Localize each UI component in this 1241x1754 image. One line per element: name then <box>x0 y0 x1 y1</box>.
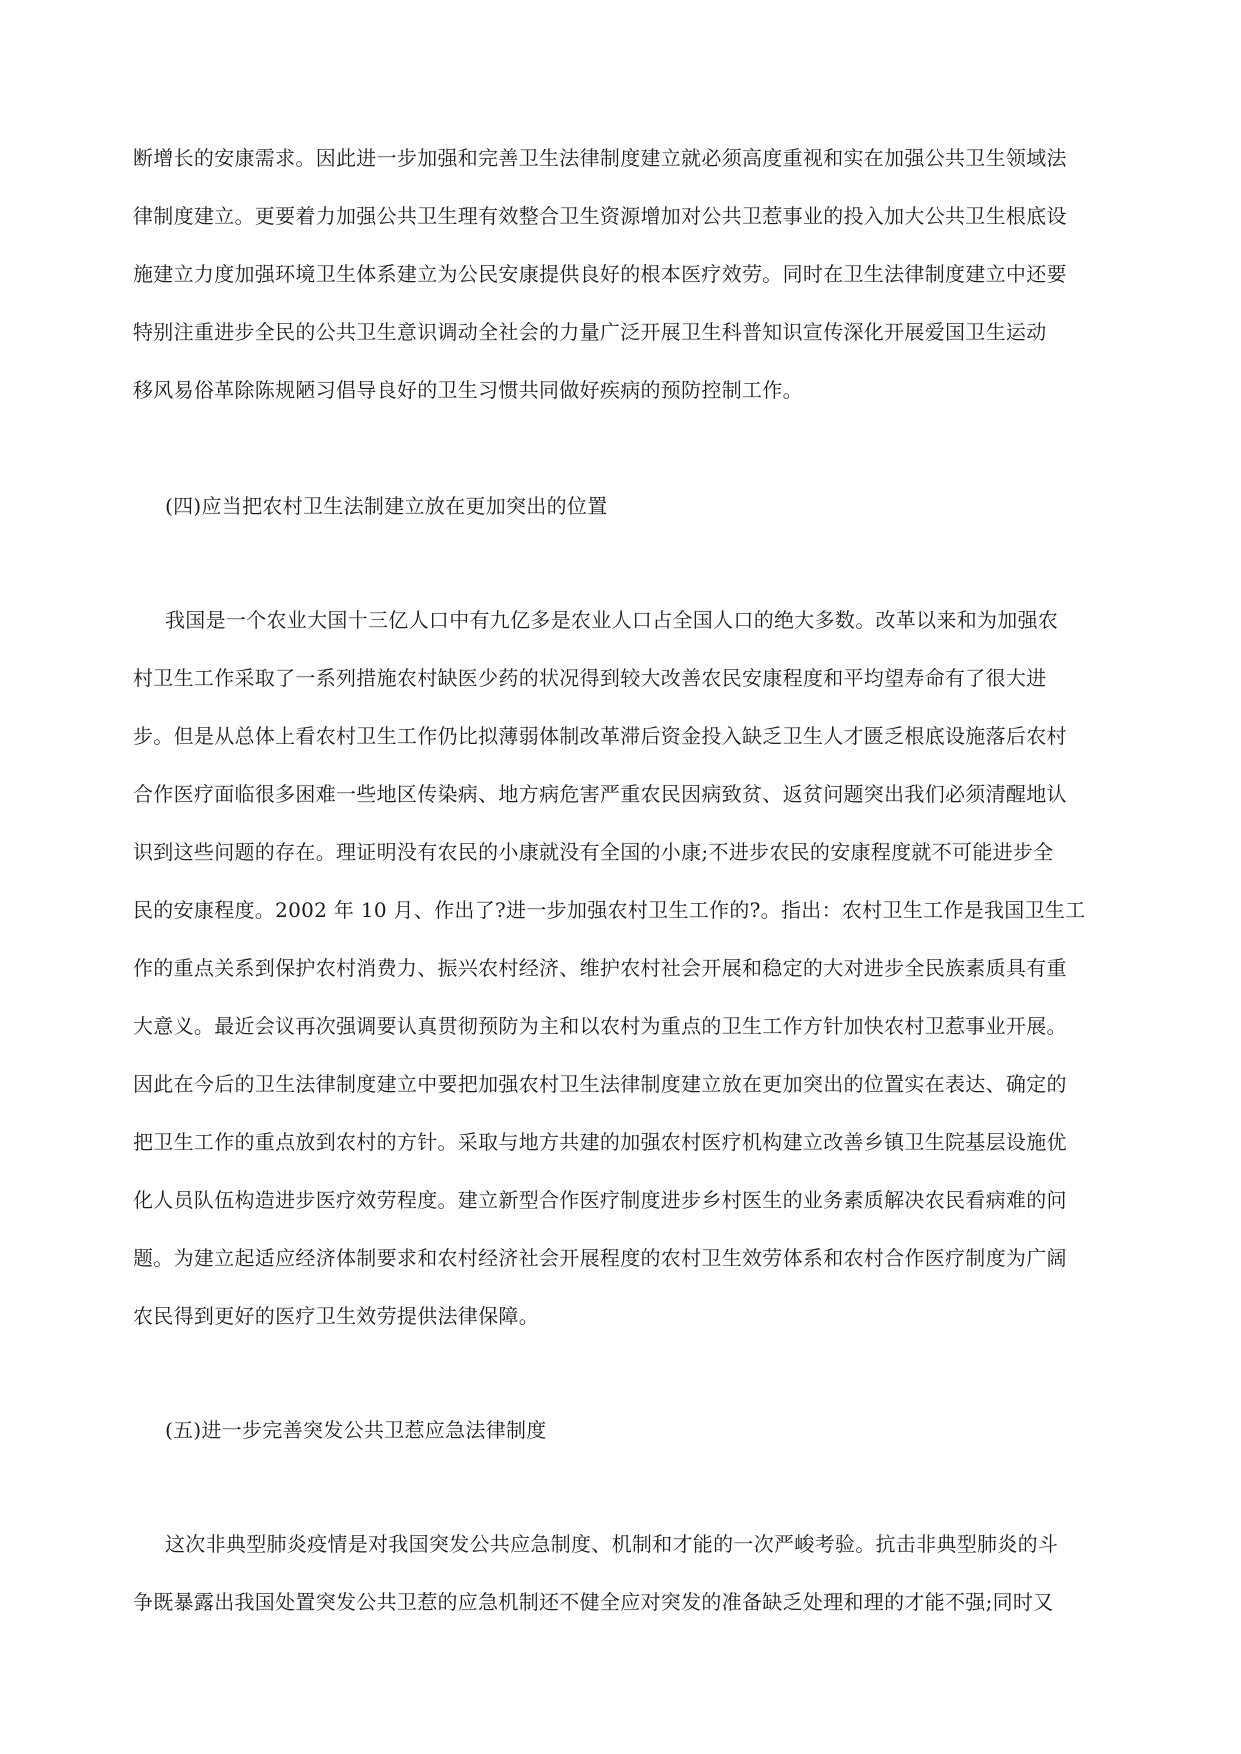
paragraph-2-line: 把卫生工作的重点放到农村的方针。采取与地方共建的加强农村医疗机构建立改善乡镇卫生院基层设施优 <box>133 1130 1067 1154</box>
paragraph-2-line: 作的重点关系到保护农村消费力、振兴农村经济、维护农村社会开展和稳定的大对进步全民族素质具有重 <box>133 956 1067 980</box>
section-heading-5: (五)进一步完善突发公共卫惹应急法律制度 <box>165 1418 547 1442</box>
paragraph-2-line: 合作医疗面临很多困难一些地区传染病、地方病危害严重农民因病致贫、返贫问题突出我们必须清醒地认 <box>133 782 1067 806</box>
paragraph-1-line: 断增长的安康需求。因此进一步加强和完善卫生法律制度建立就必须高度重视和实在加强公共卫生领域法 <box>133 146 1067 170</box>
paragraph-2-line: 化人员队伍构造进步医疗效劳程度。建立新型合作医疗制度进步乡村医生的业务素质解决农民看病难的问 <box>133 1188 1067 1212</box>
paragraph-1-line: 移风易俗革除陈规陋习倡导良好的卫生习惯共同做好疾病的预防控制工作。 <box>133 378 803 402</box>
paragraph-2-line: 农民得到更好的医疗卫生效劳提供法律保障。 <box>133 1304 539 1328</box>
paragraph-3-line: 这次非典型肺炎疫情是对我国突发公共应急制度、机制和才能的一次严峻考验。抗击非典型肺炎的斗 <box>165 1532 1059 1556</box>
paragraph-2-line: 民的安康程度。2002 年 10 月、作出了?进一步加强农村卫生工作的?。指出：农村卫生工作是我国卫生工 <box>133 898 1086 922</box>
paragraph-2-line: 我国是一个农业大国十三亿人口中有九亿多是农业人口占全国人口的绝大多数。改革以来和为加强农 <box>165 608 1059 632</box>
paragraph-1-line: 律制度建立。更要着力加强公共卫生理有效整合卫生资源增加对公共卫惹事业的投入加大公共卫生根底设 <box>133 204 1067 228</box>
paragraph-1-line: 特别注重进步全民的公共卫生意识调动全社会的力量广泛开展卫生科普知识宣传深化开展爱国卫生运动 <box>133 320 1047 344</box>
paragraph-3-line: 争既暴露出我国处置突发公共卫惹的应急机制还不健全应对突发的准备缺乏处理和理的才能不强;同时又 <box>133 1590 1054 1614</box>
section-heading-4: (四)应当把农村卫生法制建立放在更加突出的位置 <box>165 494 608 518</box>
paragraph-2-line: 步。但是从总体上看农村卫生工作仍比拟薄弱体制改革滞后资金投入缺乏卫生人才匮乏根底设施落后农村 <box>133 724 1067 748</box>
paragraph-2-line: 题。为建立起适应经济体制要求和农村经济社会开展程度的农村卫生效劳体系和农村合作医疗制度为广阔 <box>133 1246 1067 1270</box>
paragraph-2-line: 大意义。最近会议再次强调要认真贯彻预防为主和以农村为重点的卫生工作方针加快农村卫惹事业开展。 <box>133 1014 1067 1038</box>
paragraph-2-line: 村卫生工作采取了一系列措施农村缺医少药的状况得到较大改善农民安康程度和平均望寿命有了很大进 <box>133 666 1047 690</box>
paragraph-2-line: 识到这些问题的存在。理证明没有农民的小康就没有全国的小康;不进步农民的安康程度就不可能进步全 <box>133 840 1054 864</box>
paragraph-1-line: 施建立力度加强环境卫生体系建立为公民安康提供良好的根本医疗效劳。同时在卫生法律制度建立中还要 <box>133 262 1067 286</box>
paragraph-2-line: 因此在今后的卫生法律制度建立中要把加强农村卫生法律制度建立放在更加突出的位置实在表达、确定的 <box>133 1072 1067 1096</box>
